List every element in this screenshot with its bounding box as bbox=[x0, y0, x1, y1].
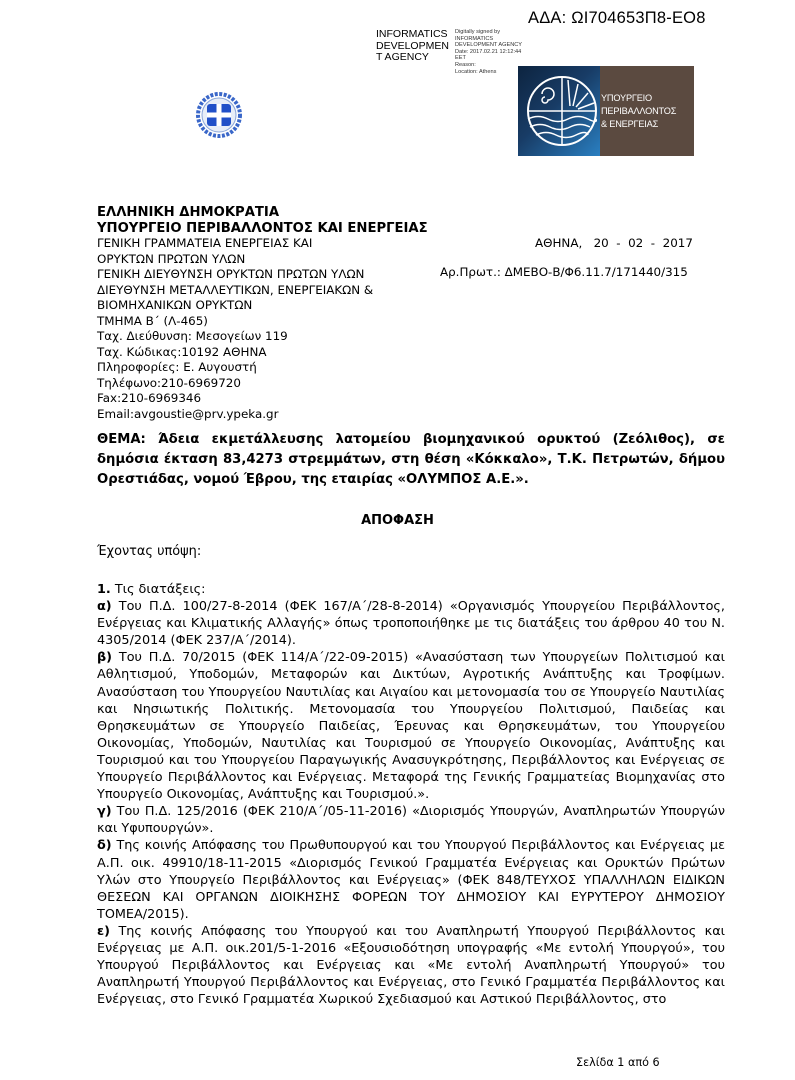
header-line: ΟΡΥΚΤΩΝ ΠΡΩΤΩΝ ΥΛΩΝ bbox=[97, 251, 246, 266]
header-line: ΒΙΟΜΗΧΑΝΙΚΩΝ ΟΡΥΚΤΩΝ bbox=[97, 298, 253, 312]
ministry-logo bbox=[518, 66, 694, 156]
header-line: ΔΙΕΥΘΥΝΣΗ ΜΕΤΑΛΛΕΥΤΙΚΩΝ, ΕΝΕΡΓΕΙΑΚΩΝ & bbox=[97, 282, 374, 297]
contact-person: Πληροφορίες: Ε. Αυγουστή bbox=[97, 360, 257, 374]
logo-line: ΥΠΟΥΡΓΕΙΟ bbox=[601, 93, 652, 103]
document-date: ΑΘΗΝΑ, 20 - 02 - 2017 bbox=[535, 236, 693, 250]
provision-item: β) Του Π.Δ. 70/2015 (ΦΕΚ 114/Α΄/22-09-2015) «Ανασύσταση των Υπουργείων Πολιτισμού και Αθλητισμού, Υποδομών, Μεταφορών και Δικτύων, Αγροτικής Ανάπτυξης και Τροφίμων. Ανασύσταση του Υπουργείου Ναυτιλίας και Αιγαίου και μετονομασία του σε Υπουργείο Ναυτιλίας και Νησιωτικής Πολιτικής. Μετονομασία του Υπουργείου Πολιτισμού, Παιδείας και Θρησκευμάτων σε Υπουργείο Παιδείας, Έρευνας και Θρησκευμάτων, του Υπουργείου Οικονομίας, Υποδομών, Ναυτιλίας και Τουρισμού σε Υπουργείο Οικονομίας, Ανάπτυξης και Τουρισμού και του Υπουργείου Παραγωγικής Ανασυγκρότησης, Περιβάλλοντος και Ενέργειας σε Υπουργείο Περιβάλλοντος και Ενέργειας. Μεταφορά της Γενικής Γραμματείας Βιομηχανίας στο Υπουργείο Οικονομίας, Ανάπτυξης και Τουρισμού.». bbox=[97, 650, 725, 803]
document-body bbox=[97, 581, 725, 1008]
section-1-heading: 1. Τις διατάξεις: bbox=[97, 582, 206, 597]
decision-title: ΑΠΟΦΑΣΗ bbox=[361, 513, 434, 528]
sig-line: Date: 2017.02.21 12:12:44 bbox=[455, 48, 522, 55]
provision-item: δ) Της κοινής Απόφασης του Πρωθυπουργού και του Υπουργού Περιβάλλοντος και Ενέργειας με Α.Π. οικ. 49910/18-11-2015 «Διορισμός Γενικού Γραμματέα Ενέργειας και Ορυκτών Πρώτων Υλών στο Υπουργείο Περιβάλλοντος και Ενέργειας» (ΦΕΚ 848/ΤΕΥΧΟΣ ΥΠΑΛΛΗΛΩΝ ΕΙΔΙΚΩΝ ΘΕΣΕΩΝ ΚΑΙ ΟΡΓΑΝΩΝ ΔΙΟΙΚΗΣΗΣ ΦΟΡΕΩΝ ΤΟΥ ΔΗΜΟΣΙΟΥ ΚΑΙ ΕΥΡΥΤΕΡΟΥ ΔΗΜΟΣΙΟΥ ΤΟΜΕΑ/2015). bbox=[97, 838, 725, 922]
subject: ΘΕΜΑ: Άδεια εκμετάλλευσης λατομείου βιομηχανικού ορυκτού (Ζεόλιθος), σε δημόσια έκταση 83,4273 στρεμμάτων, στη θέση «Κόκκαλο», Τ.Κ. Πετρωτών, δήμου Ορεστιάδας, νομού Έβρου, της εταιρίας «ΟΛΥΜΠΟΣ Α.Ε.». bbox=[97, 432, 725, 487]
page-number: Σελίδα 1 από 6 bbox=[576, 1056, 660, 1069]
protocol-number: Αρ.Πρωτ.: ΔΜΕΒΟ-Β/Φ6.11.7/171440/315 bbox=[440, 265, 688, 279]
sig-line: DEVELOPMENT AGENCY bbox=[455, 42, 523, 49]
postal-code: Ταχ. Κώδικας:10192 ΑΘΗΝΑ bbox=[97, 344, 267, 359]
sig-line: Reason: bbox=[455, 61, 476, 68]
phone: Τηλέφωνο:210-6969720 bbox=[97, 375, 241, 390]
sig-line: Location: Athens bbox=[455, 68, 497, 75]
ministry-logo-emblem-icon bbox=[518, 66, 600, 156]
sig-line: Digitally signed by bbox=[455, 29, 501, 35]
provision-item: ε) Της κοινής Απόφασης του Υπουργού και του Αναπληρωτή Υπουργού Περιβάλλοντος και Ενέργειας με Α.Π. οικ.201/5-1-2016 «Εξουσιοδότηση υπογραφής «Με εντολή Υπουργού», του Υπουργού Περιβάλλοντος και Ενέργειας και «Με εντολή Αναπληρωτή Υπουργού» του Αναπληρωτή Υπουργού Περιβάλλοντος και Ενέργειας, στο Γενικό Γραμματέα Περιβάλλοντος και Ενέργειας, στο Γενικό Γραμματέα Χωρικού Σχεδιασμού και Αστικού Περιβάλλοντος, στο bbox=[97, 923, 725, 1008]
logo-line: ΠΕΡΙΒΑΛΛΟΝΤΟΣ bbox=[601, 106, 677, 116]
fax: Fax:210-6969346 bbox=[97, 391, 202, 405]
sig-line: INFORMATICS bbox=[455, 35, 494, 42]
sender-header bbox=[97, 205, 428, 422]
greek-emblem-icon bbox=[196, 92, 242, 138]
header-line: ΓΕΝΙΚΗ ΔΙΕΥΘΥΝΣΗ ΟΡΥΚΤΩΝ ΠΡΩΤΩΝ ΥΛΩΝ bbox=[97, 267, 365, 281]
department: ΤΜΗΜΑ Β΄ (Λ-465) bbox=[97, 313, 208, 328]
postal-address: Ταχ. Διεύθυνση: Μεσογείων 119 bbox=[97, 329, 288, 343]
provision-item: γ) Του Π.Δ. 125/2016 (ΦΕΚ 210/Α΄/05-11-2016) «Διορισμός Υπουργών, Αναπληρωτών Υπουργών και Υφυπουργών». bbox=[97, 804, 725, 837]
republic-title: ΕΛΛΗΝΙΚΗ ΔΗΜΟΚΡΑΤΙΑ bbox=[97, 205, 280, 220]
ada-code: ΑΔΑ: ΩΙ704653Π8-ΕΟ8 bbox=[528, 9, 706, 27]
logo-line: & ΕΝΕΡΓΕΙΑΣ bbox=[601, 119, 659, 129]
ministry-title: ΥΠΟΥΡΓΕΙΟ ΠΕΡΙΒΑΛΛΟΝΤΟΣ ΚΑΙ ΕΝΕΡΓΕΙΑΣ bbox=[97, 220, 428, 236]
email: Email:avgoustie@prv.ypeka.gr bbox=[97, 406, 279, 421]
sig-line: EET bbox=[455, 55, 466, 62]
signer-name: INFORMATICS DEVELOPMEN T AGENCY bbox=[376, 28, 449, 63]
header-line: ΓΕΝΙΚΗ ΓΡΑΜΜΑΤΕΙΑ ΕΝΕΡΓΕΙΑΣ ΚΑΙ bbox=[97, 236, 313, 250]
ministry-logo-text bbox=[600, 66, 694, 156]
provision-item: α) Του Π.Δ. 100/27-8-2014 (ΦΕΚ 167/Α΄/28-8-2014) «Οργανισμός Υπουργείου Περιβάλλοντος, Ενέργειας και Κλιματικής Αλλαγής» όπως τροποποιήθηκε με τις διατάξεις του άρθρου 40 του Ν. 4305/2014 (ΦΕΚ 237/Α΄/2014). bbox=[97, 599, 725, 649]
considering-intro: Έχοντας υπόψη: bbox=[97, 544, 202, 559]
